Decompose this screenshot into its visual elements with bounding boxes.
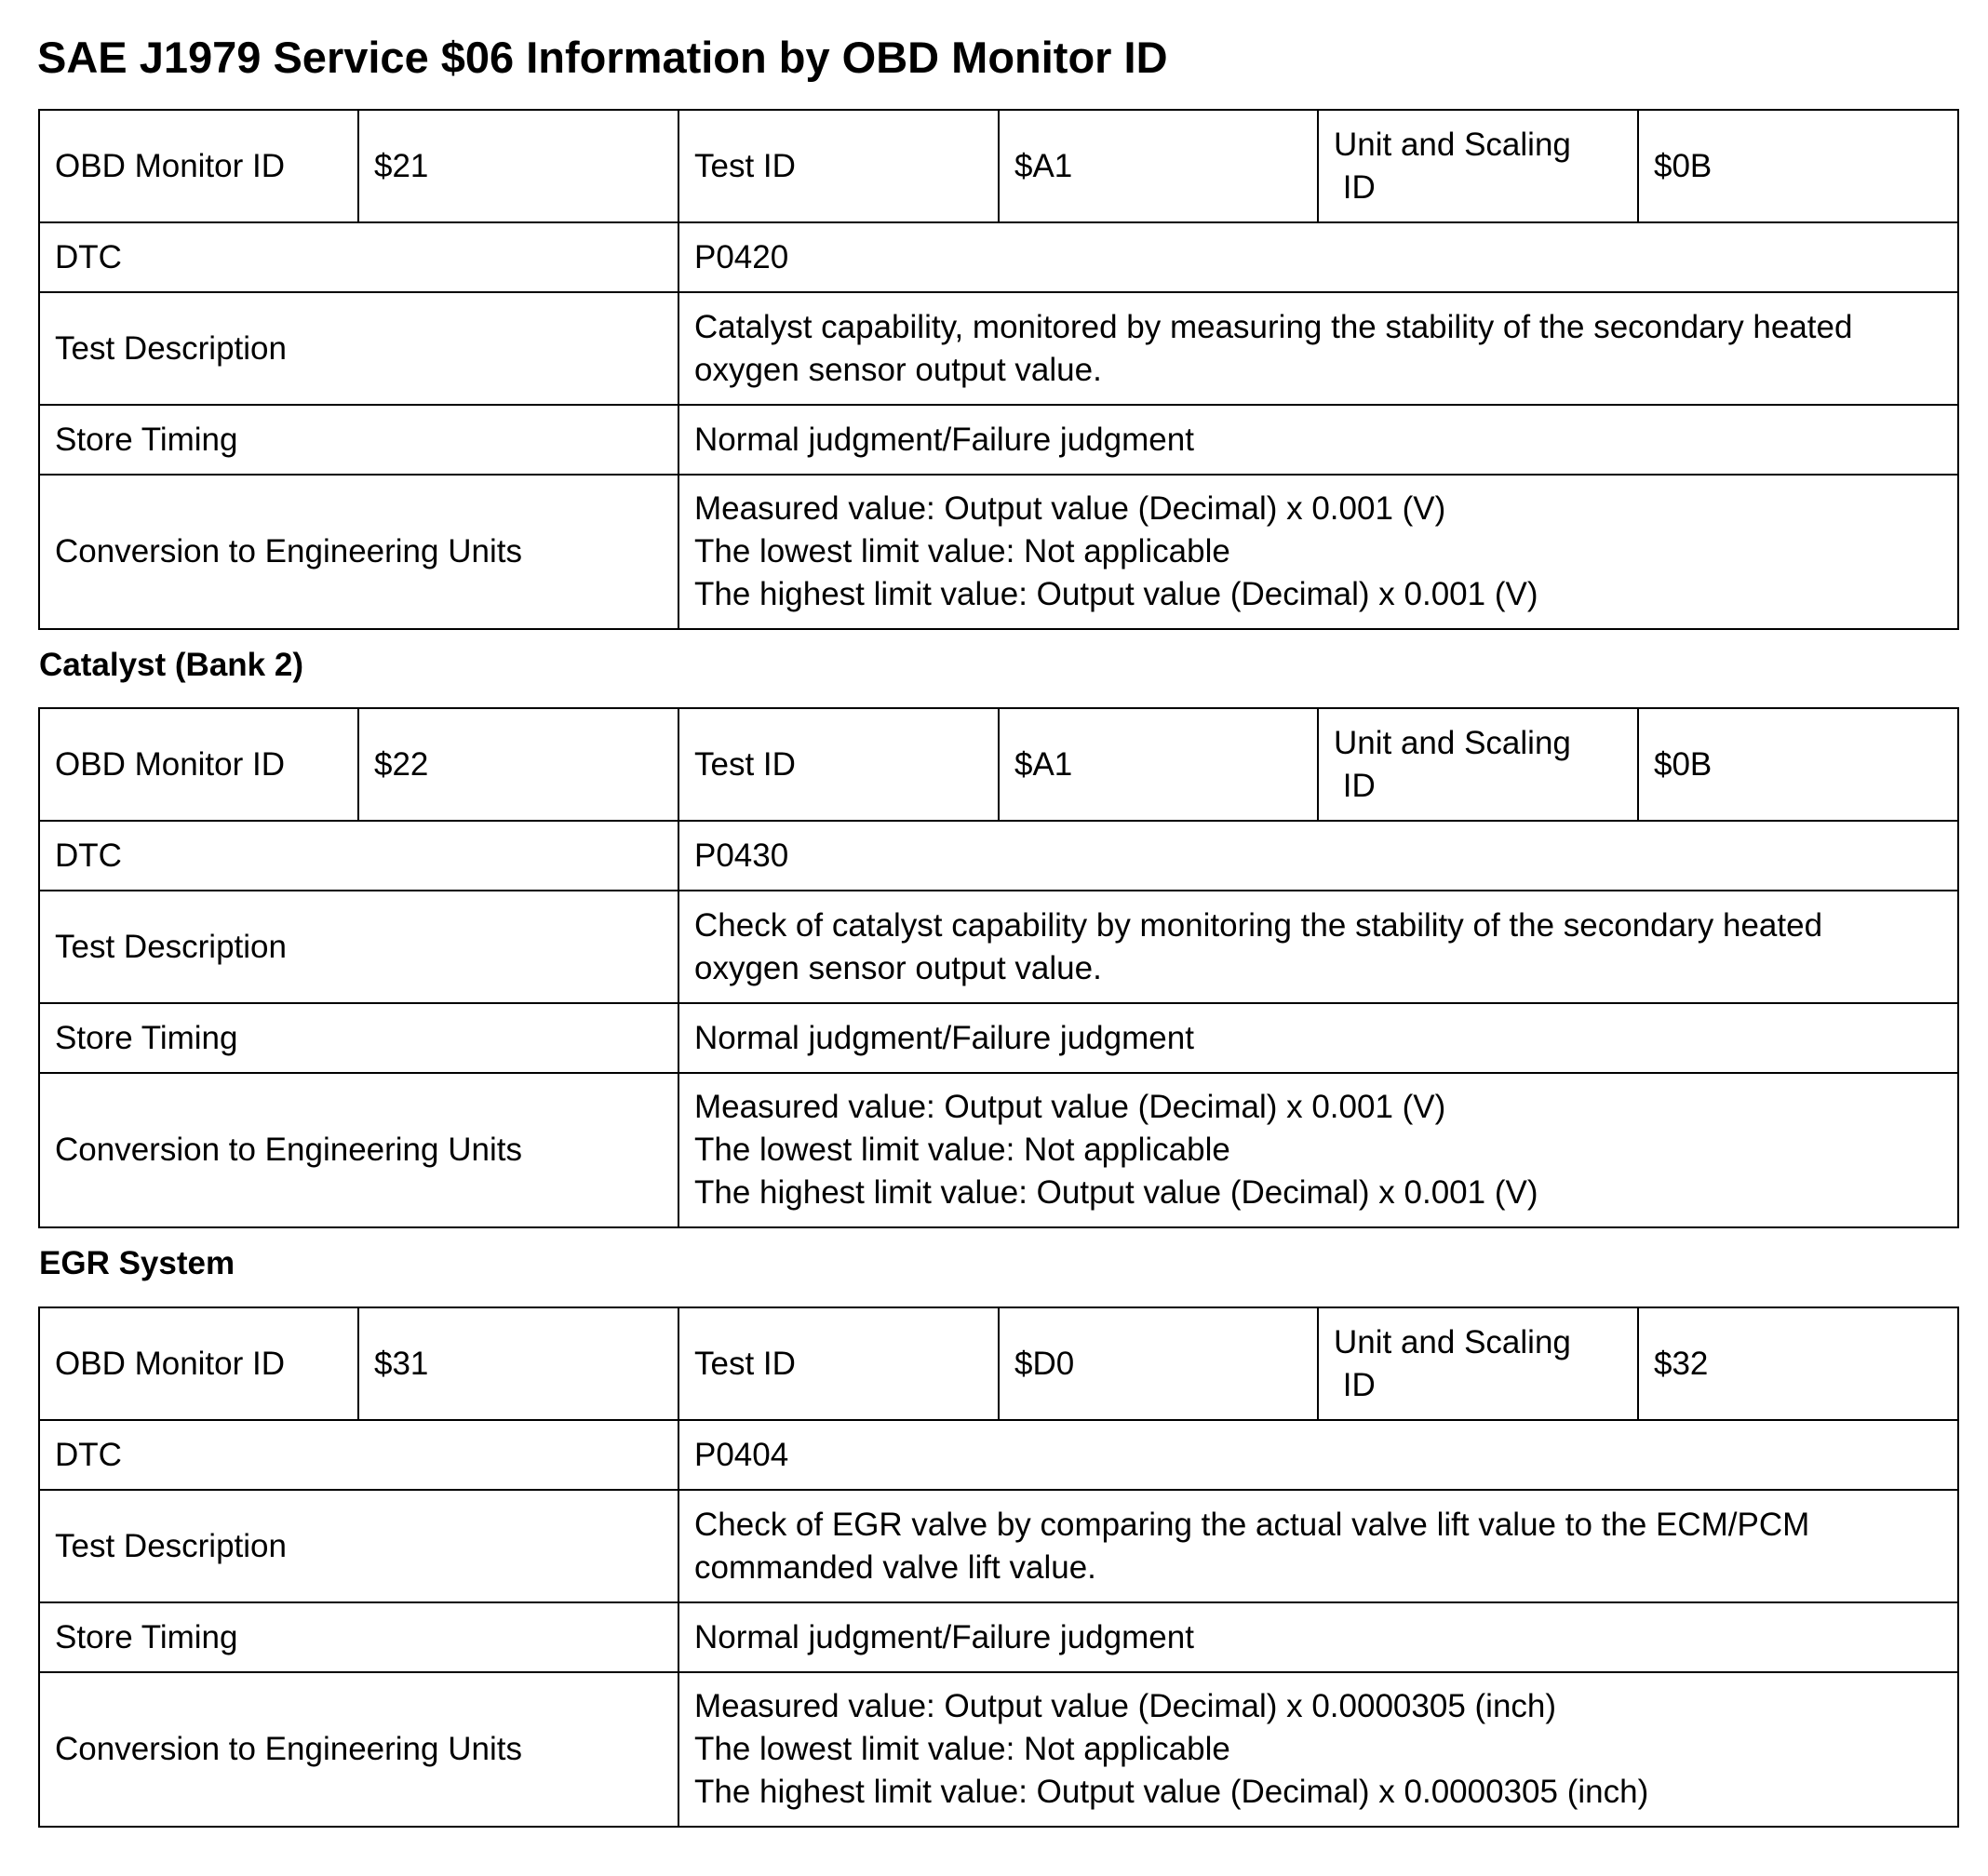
test-description-label: Test Description — [39, 292, 678, 405]
test-id-value: $A1 — [999, 110, 1318, 222]
dtc-label: DTC — [39, 1420, 678, 1490]
description-line: commanded valve lift value. — [694, 1548, 1096, 1586]
dtc-label: DTC — [39, 821, 678, 891]
test-description-value — [678, 292, 1958, 405]
description-line: Check of EGR valve by comparing the actual valve lift value to the ECM/PCM — [694, 1506, 1810, 1543]
test-id-value: $A1 — [999, 708, 1318, 821]
unit-scaling-label-line1: Unit and Scaling — [1334, 724, 1571, 761]
conversion-label: Conversion to Engineering Units — [39, 1672, 678, 1827]
conversion-line: The lowest limit value: Not applicable — [694, 1731, 1230, 1767]
test-description-value — [678, 891, 1958, 1003]
monitor-table-22 — [38, 707, 1959, 1228]
unit-scaling-id-label — [1318, 1307, 1638, 1420]
dtc-value: P0430 — [678, 821, 1958, 891]
unit-scaling-label-line1: Unit and Scaling — [1334, 126, 1571, 163]
dtc-row — [39, 1420, 1958, 1490]
store-timing-value: Normal judgment/Failure judgment — [678, 1602, 1958, 1672]
dtc-value: P0420 — [678, 222, 1958, 292]
monitor-table-31 — [38, 1306, 1959, 1828]
test-id-label: Test ID — [678, 708, 999, 821]
conversion-row — [39, 1073, 1958, 1227]
monitor-id-value: $21 — [358, 110, 678, 222]
conversion-line: Measured value: Output value (Decimal) x 0.001 (V) — [694, 1089, 1446, 1125]
header-row — [39, 708, 1958, 821]
test-id-label: Test ID — [678, 110, 999, 222]
store-timing-row — [39, 1602, 1958, 1672]
conversion-line: Measured value: Output value (Decimal) x 0.001 (V) — [694, 490, 1446, 527]
description-row — [39, 292, 1958, 405]
dtc-row — [39, 222, 1958, 292]
monitor-id-value: $22 — [358, 708, 678, 821]
conversion-value — [678, 475, 1958, 629]
conversion-row — [39, 1672, 1958, 1827]
description-line: oxygen sensor output value. — [694, 949, 1102, 986]
monitor-table-21 — [38, 109, 1959, 630]
conversion-line: The lowest limit value: Not applicable — [694, 533, 1230, 570]
page-title: SAE J1979 Service $06 Information by OBD Monitor ID — [37, 33, 1168, 82]
conversion-value — [678, 1073, 1958, 1227]
unit-scaling-id-value: $32 — [1638, 1307, 1958, 1420]
conversion-line: The highest limit value: Output value (Decimal) x 0.0000305 (inch) — [694, 1774, 1649, 1810]
unit-scaling-label-line1: Unit and Scaling — [1334, 1323, 1571, 1360]
description-row — [39, 1490, 1958, 1602]
conversion-value — [678, 1672, 1958, 1827]
conversion-line: The lowest limit value: Not applicable — [694, 1132, 1230, 1168]
test-id-label: Test ID — [678, 1307, 999, 1420]
unit-scaling-label-line2: ID — [1334, 168, 1376, 206]
conversion-line: The highest limit value: Output value (Decimal) x 0.001 (V) — [694, 576, 1538, 612]
store-timing-value: Normal judgment/Failure judgment — [678, 405, 1958, 475]
monitor-id-value: $31 — [358, 1307, 678, 1420]
description-row — [39, 891, 1958, 1003]
unit-scaling-label-line2: ID — [1334, 767, 1376, 804]
test-description-value — [678, 1490, 1958, 1602]
unit-scaling-id-value: $0B — [1638, 110, 1958, 222]
monitor-id-label: OBD Monitor ID — [39, 708, 358, 821]
test-id-value: $D0 — [999, 1307, 1318, 1420]
unit-scaling-id-value: $0B — [1638, 708, 1958, 821]
monitor-id-label: OBD Monitor ID — [39, 1307, 358, 1420]
test-description-label: Test Description — [39, 1490, 678, 1602]
conversion-line: The highest limit value: Output value (Decimal) x 0.001 (V) — [694, 1174, 1538, 1211]
test-description-label: Test Description — [39, 891, 678, 1003]
conversion-row — [39, 475, 1958, 629]
conversion-label: Conversion to Engineering Units — [39, 475, 678, 629]
conversion-label: Conversion to Engineering Units — [39, 1073, 678, 1227]
unit-scaling-label-line2: ID — [1334, 1366, 1376, 1403]
unit-scaling-id-label — [1318, 110, 1638, 222]
description-line: Check of catalyst capability by monitoring the stability of the secondary heated — [694, 906, 1823, 944]
store-timing-label: Store Timing — [39, 1602, 678, 1672]
store-timing-label: Store Timing — [39, 1003, 678, 1073]
monitor-id-label: OBD Monitor ID — [39, 110, 358, 222]
header-row — [39, 1307, 1958, 1420]
store-timing-label: Store Timing — [39, 405, 678, 475]
section-heading-egr-system: EGR System — [39, 1245, 235, 1281]
description-line: oxygen sensor output value. — [694, 351, 1102, 388]
store-timing-value: Normal judgment/Failure judgment — [678, 1003, 1958, 1073]
dtc-row — [39, 821, 1958, 891]
store-timing-row — [39, 405, 1958, 475]
store-timing-row — [39, 1003, 1958, 1073]
description-line: Catalyst capability, monitored by measuring the stability of the secondary heated — [694, 308, 1853, 345]
unit-scaling-id-label — [1318, 708, 1638, 821]
conversion-line: Measured value: Output value (Decimal) x 0.0000305 (inch) — [694, 1688, 1557, 1724]
header-row — [39, 110, 1958, 222]
dtc-value: P0404 — [678, 1420, 1958, 1490]
dtc-label: DTC — [39, 222, 678, 292]
section-heading-catalyst-bank-2: Catalyst (Bank 2) — [39, 647, 303, 683]
